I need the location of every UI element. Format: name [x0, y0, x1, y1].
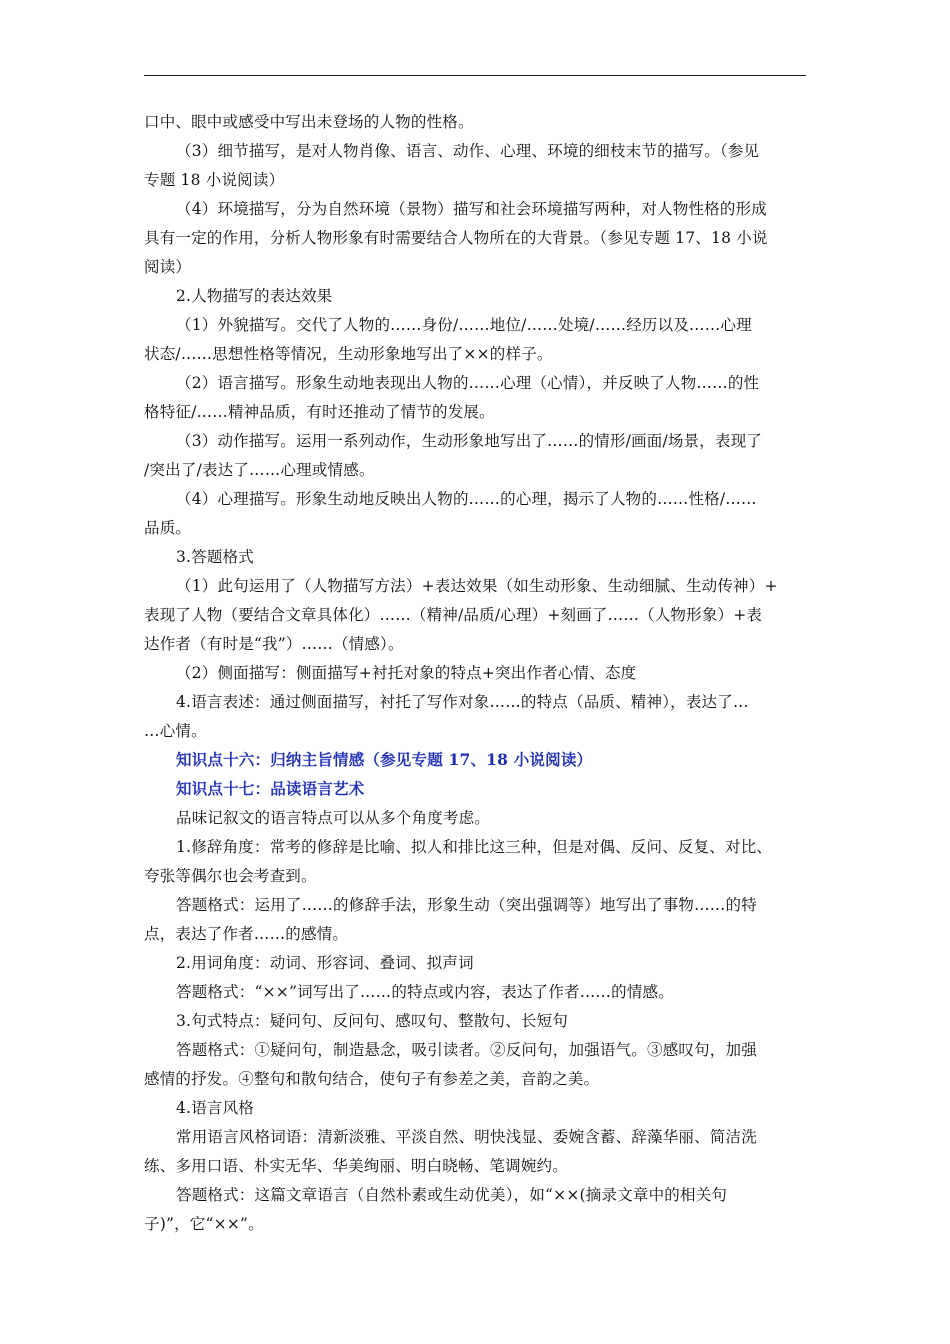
paragraph-line: 品质。 — [144, 519, 192, 537]
paragraph-line: （3）动作描写。运用一系列动作，生动形象地写出了……的情形/画面/场景，表现了 — [176, 432, 763, 450]
paragraph-line: 练、多用口语、朴实无华、华美绚丽、明白晓畅、笔调婉约。 — [144, 1157, 568, 1175]
knowledge-point-16-heading: 知识点十六：归纳主旨情感（参见专题 17、18 小说阅读） — [176, 750, 593, 769]
paragraph-line: 夸张等偶尔也会考查到。 — [144, 867, 317, 885]
paragraph-line: 具有一定的作用，分析人物形象有时需要结合人物所在的大背景。（参见专题 17、18 小说 — [144, 229, 768, 247]
paragraph-line: 品味记叙文的语言特点可以从多个角度考虑。 — [176, 809, 491, 827]
section-heading: 4.语言风格 — [176, 1099, 254, 1117]
paragraph-line: 阅读） — [144, 258, 192, 276]
paragraph-line: 状态/……思想性格等情况，生动形象地写出了××的样子。 — [144, 345, 553, 363]
section-heading: 3.答题格式 — [176, 548, 254, 566]
paragraph-line: （2）侧面描写：侧面描写+衬托对象的特点+突出作者心情、态度 — [176, 664, 637, 682]
section-heading: 2.人物描写的表达效果 — [176, 287, 333, 305]
paragraph-line: …心情。 — [144, 722, 207, 740]
paragraph-line: （1）外貌描写。交代了人物的……身份/……地位/……处境/……经历以及……心理 — [176, 316, 752, 334]
paragraph-line: 答题格式：这篇文章语言（自然朴素或生动优美），如“××(摘录文章中的相关句 — [176, 1186, 728, 1204]
paragraph-line: （1）此句运用了（人物描写方法）+表达效果（如生动形象、生动细腻、生动传神）+ — [176, 577, 778, 595]
paragraph-line: 感情的抒发。④整句和散句结合，使句子有参差之美，音韵之美。 — [144, 1070, 600, 1088]
paragraph-line: 点，表达了作者……的感情。 — [144, 925, 349, 943]
paragraph-line: （4）环境描写，分为自然环境（景物）描写和社会环境描写两种，对人物性格的形成 — [176, 200, 767, 218]
paragraph-line: 答题格式：①疑问句，制造悬念，吸引读者。②反问句，加强语气。③感叹句，加强 — [176, 1041, 757, 1059]
paragraph-line: /突出了/表达了……心理或情感。 — [144, 461, 375, 479]
section-heading: 3.句式特点：疑问句、反问句、感叹句、整散句、长短句 — [176, 1012, 568, 1030]
paragraph-line: （4）心理描写。形象生动地反映出人物的……的心理，揭示了人物的……性格/…… — [176, 490, 757, 508]
paragraph-line: 达作者（有时是“我”）……（情感）。 — [144, 635, 404, 653]
paragraph-line: 答题格式：“××”词写出了……的特点或内容，表达了作者……的情感。 — [176, 983, 674, 1001]
section-heading: 2.用词角度：动词、形容词、叠词、拟声词 — [176, 954, 474, 972]
paragraph-line: 格特征/……精神品质，有时还推动了情节的发展。 — [144, 403, 495, 421]
paragraph-line: 专题 18 小说阅读） — [144, 171, 285, 189]
paragraph-line: （3）细节描写，是对人物肖像、语言、动作、心理、环境的细枝末节的描写。（参见 — [176, 142, 760, 160]
paragraph-line: 子)”，它“××”。 — [144, 1215, 264, 1233]
paragraph-line: 常用语言风格词语：清新淡雅、平淡自然、明快浅显、委婉含蓄、辞藻华丽、简洁洗 — [176, 1128, 757, 1146]
paragraph-line: 表现了人物（要结合文章具体化）……（精神/品质/心理）+刻画了……（人物形象）+表 — [144, 606, 763, 624]
paragraph-line: 答题格式：运用了……的修辞手法，形象生动（突出强调等）地写出了事物……的特 — [176, 896, 757, 914]
paragraph-line: 4.语言表述：通过侧面描写，衬托了写作对象……的特点（品质、精神），表达了… — [176, 693, 749, 711]
paragraph-line: 1.修辞角度：常考的修辞是比喻、拟人和排比这三种，但是对偶、反问、反复、对比、 — [176, 838, 773, 856]
header-rule — [144, 75, 806, 76]
paragraph-line: 口中、眼中或感受中写出未登场的人物的性格。 — [144, 113, 474, 131]
knowledge-point-17-heading: 知识点十七：品读语言艺术 — [176, 779, 365, 798]
paragraph-line: （2）语言描写。形象生动地表现出人物的……心理（心情），并反映了人物……的性 — [176, 374, 760, 392]
